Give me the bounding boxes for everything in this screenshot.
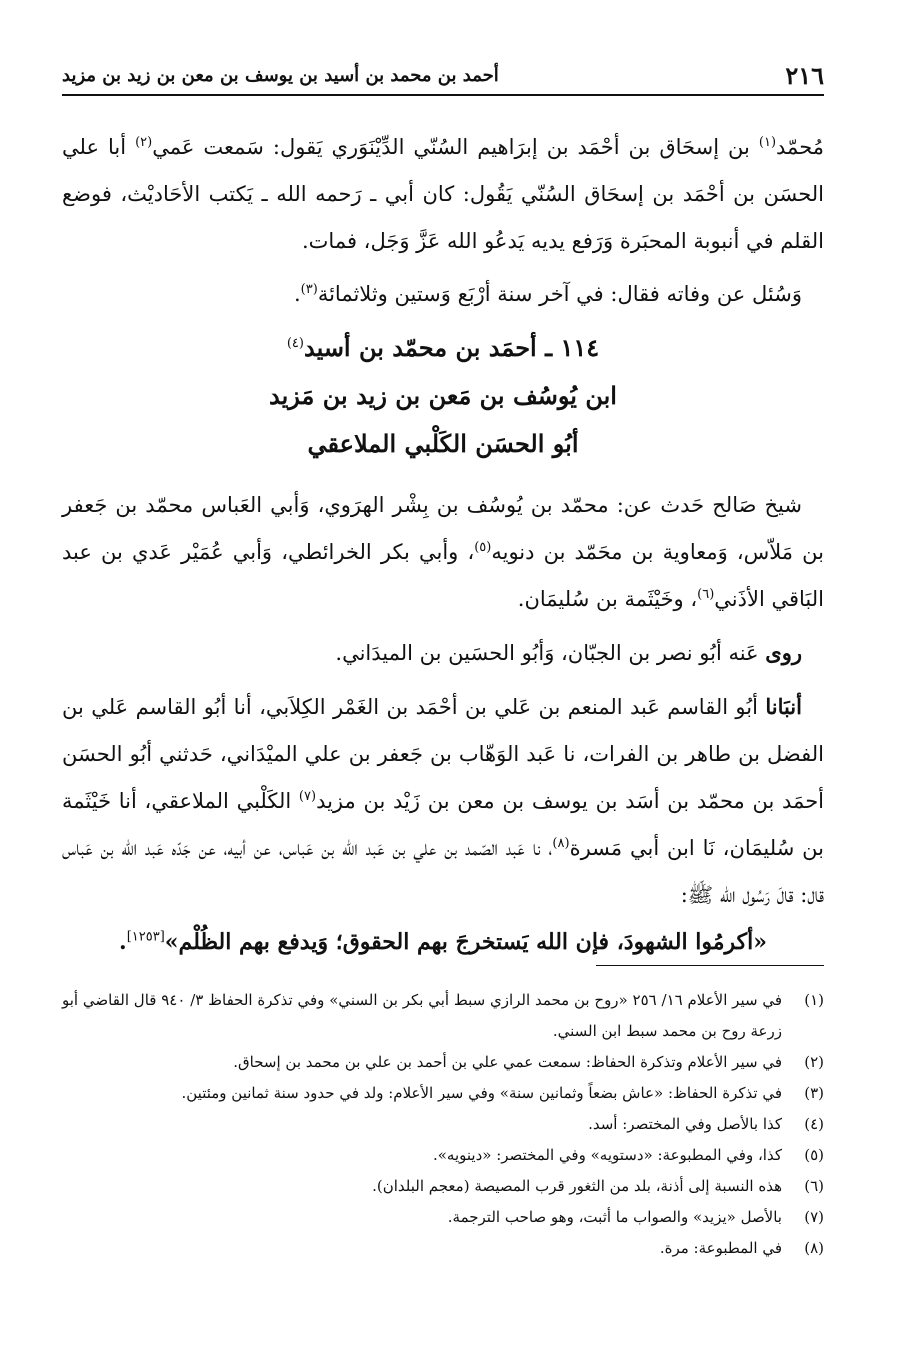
footnote xyxy=(62,985,824,1047)
text-run: الكَلْبي الملاعقي، أنا خَيْثَمة بن سُليمَان، نَا ابن أبي مَسرة xyxy=(62,789,824,860)
footnote-number: (٤) xyxy=(804,1115,824,1133)
lead-word: روى xyxy=(765,640,802,665)
quote-text: «أكرمُوا الشهودَ، فإن الله يَستخرجَ بهم الحقوق؛ وَيدفع بهم الظُلْم» xyxy=(164,929,767,955)
entry-heading-line-2: ابن يُوسُف بن مَعن بن زيد بن مَزيد xyxy=(269,381,617,410)
footnote-number: (٣) xyxy=(804,1084,824,1102)
running-header xyxy=(62,56,824,96)
footnote xyxy=(62,1140,824,1171)
text-run: عَنه أبُو نصر بن الجبّان، وَأبُو الحسَين بن الميدَاني. xyxy=(335,641,766,665)
text-run: ١١٤ ـ أحمَد بن محمّد بن أسيد xyxy=(303,333,600,362)
footnote-number: (٢) xyxy=(804,1053,824,1071)
text-run: شيخ صَالح حَدث عن: محمّد بن يُوسُف بن بِشْر الهرَوي، وَأبي العَباس محمّد بن جَعفر بن مَلاّس، وَمعاوية بن محَمّد بن دنويه xyxy=(62,493,824,564)
footnote-text: في المطبوعة: مرة. xyxy=(659,1239,782,1257)
footnote xyxy=(62,1202,824,1233)
footnote-number: (٨) xyxy=(804,1239,824,1257)
footnote-text: كذا، وفي المطبوعة: «دستويه» وفي المختصر: «دينويه». xyxy=(432,1146,782,1164)
entry-heading xyxy=(62,324,824,468)
text-run: أبُو القاسم عَبد المنعم بن عَلي بن أحْمَد بن الغَمْر الكِلاَبي، أنا أبُو القاسم عَلي بن الفضل بن طاهر بن الفرات، نا عَبد الوَهّاب بن جَعفر بن علي الميْدَاني، حَدثني أبُو الحسَن أحمَد بن محمّد بن أسَد بن يوسف بن معن بن زَيْد بن مزيد xyxy=(62,695,825,813)
text-run: بن إسحَاق بن أحْمَد بن إبرَاهيم السُنّي الدِّيْنَوَري يَقول: سَمعت عَمي xyxy=(152,135,759,159)
text-run: . xyxy=(293,282,301,306)
footnote-ref-4: (٤) xyxy=(286,336,304,351)
text-run: ، وخَيْثَمة بن سُليمَان. xyxy=(517,587,698,611)
paragraph-1 xyxy=(62,124,824,265)
footnote-ref-8: (٨) xyxy=(552,836,570,851)
footnote xyxy=(62,1233,824,1264)
footnote-ref-6: (٦) xyxy=(697,587,715,602)
footnote-text: في تذكرة الحفاظ: «عاش بضعاً وثمانين سنة» وفي سير الأعلام: ولد في حدود سنة ثمانين ومئتين. xyxy=(181,1084,782,1102)
text-run: . xyxy=(119,929,127,955)
lead-word: أنبَانا xyxy=(765,694,802,719)
paragraph-4 xyxy=(62,629,824,677)
hadith-number: [١٢٥٣] xyxy=(126,929,165,945)
footnote xyxy=(62,1171,824,1202)
entry-heading-line-3: أبُو الحسَن الكَلْبي الملاعقي xyxy=(307,429,579,458)
text-run: وَسُئل عن وفاته فقال: في آخر سنة أرْبَع وَستين وثلاثمائة xyxy=(317,282,802,306)
paragraph-3 xyxy=(62,482,824,623)
footnote-divider xyxy=(596,965,824,966)
text-run: ، نا عَبد الصّمد بن علي بن عَبد اللّه بن عَباس، عن أبيه، عن جَدّه عَبد اللّه بن عَباس قال: قالَ رَسُول الله ﷺ: xyxy=(62,836,824,907)
footnote-text: في سير الأعلام ١٦/ ٢٥٦ «روح بن محمد الرازي سبط أبي بكر بن السني» وفي تذكرة الحفاظ ٣/ ٩٤٠ قال القاضي أبو زرعة روح بن محمد سبط ابن السني. xyxy=(62,991,783,1040)
main-text xyxy=(62,124,824,966)
text-run: أبا علي الحسَن بن أحْمَد بن إسحَاق السُنّي يَقُول: كان أبي ـ رَحمه الله ـ يَكتب الأحَاديْث، فوضع القلم في أنبوبة المحبَرة وَرَفع يديه يَدعُو الله عَزَّ وَجَل، فمات. xyxy=(62,135,824,253)
footnote-text: هذه النسبة إلى أذنة، بلد من الثغور قرب المصيصة (معجم البلدان). xyxy=(372,1177,782,1195)
footnote xyxy=(62,1109,824,1140)
footnote-number: (٦) xyxy=(804,1177,824,1195)
footnote-number: (٧) xyxy=(804,1208,824,1226)
footnote-text: في سير الأعلام وتذكرة الحفاظ: سمعت عمي علي بن أحمد بن علي بن محمد بن إسحاق. xyxy=(233,1053,782,1071)
footnote-text: كذا بالأصل وفي المختصر: أسد. xyxy=(588,1115,782,1133)
footnote-number: (١) xyxy=(804,991,824,1009)
text-run: ، وأبي بكر الخرائطي، وَأبي عُمَيْر عَدي بن عبد البَاقي الأذَني xyxy=(62,540,824,611)
footnote-text: بالأصل «يزيد» والصواب ما أثبت، وهو صاحب الترجمة. xyxy=(447,1208,782,1226)
running-title: أحمد بن محمد بن أسيد بن يوسف بن معن بن زيد بن مزيد xyxy=(62,64,499,86)
paragraph-2 xyxy=(62,271,824,318)
footnote-ref-3: (٣) xyxy=(300,282,318,297)
footnote-ref-7: (٧) xyxy=(298,789,317,804)
page-number: ٢١٦ xyxy=(785,60,824,90)
paragraph-5 xyxy=(62,683,824,919)
hadith-quote xyxy=(62,919,824,966)
footnote-number: (٥) xyxy=(804,1146,824,1164)
footnote-ref-5: (٥) xyxy=(474,540,492,555)
footnote xyxy=(62,1078,824,1109)
entry-heading-line-1 xyxy=(62,324,824,372)
footnote xyxy=(62,1047,824,1078)
text-run: مُحمّد xyxy=(776,135,824,159)
footnote-ref-2: (٢) xyxy=(135,135,153,150)
footnote-ref-1: (١) xyxy=(758,135,777,150)
footnotes xyxy=(62,985,824,1264)
